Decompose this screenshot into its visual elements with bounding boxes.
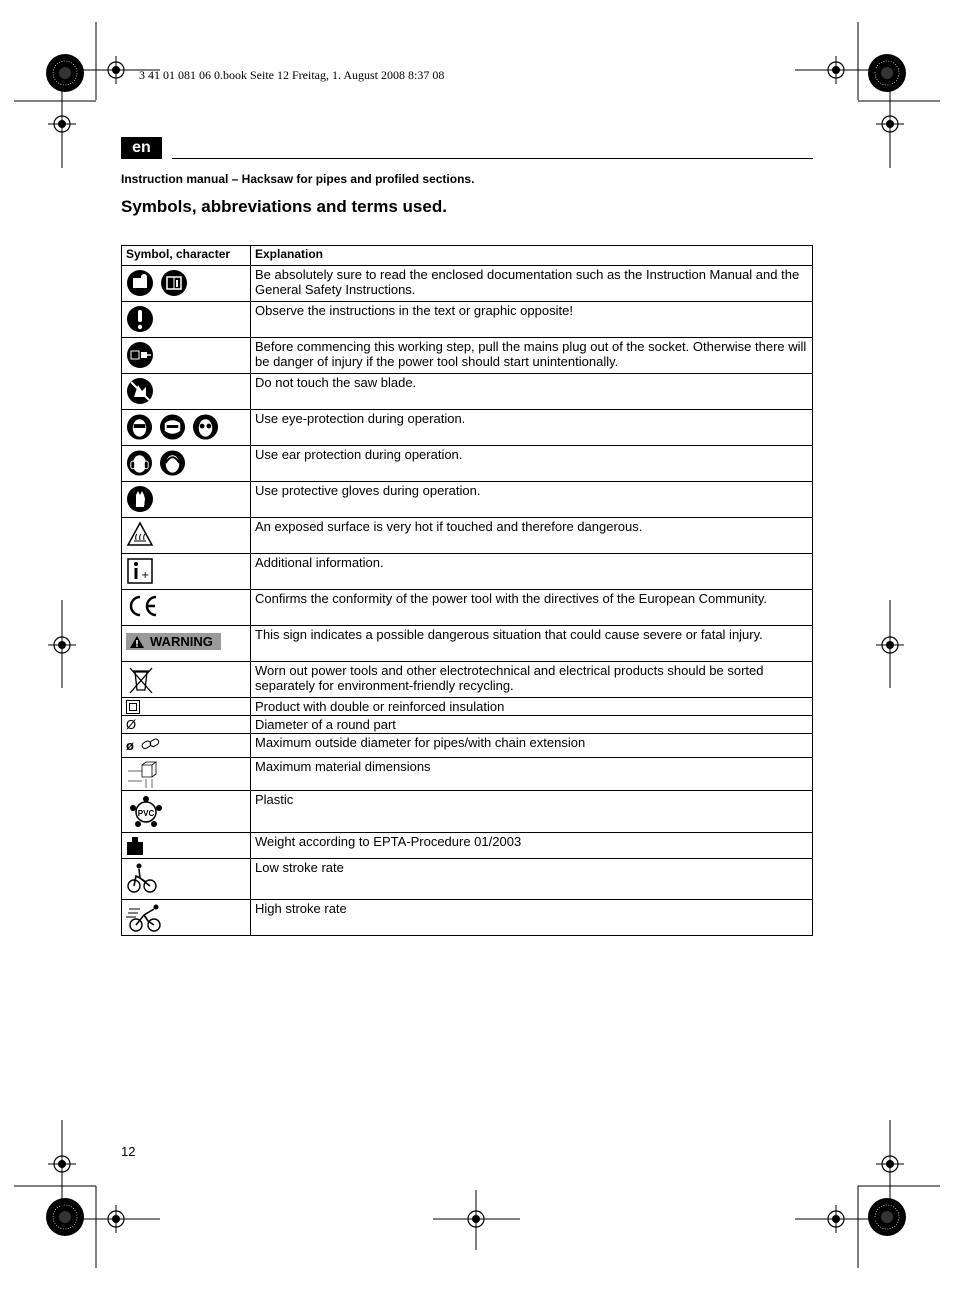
explanation-cell: Use ear protection during operation. — [251, 446, 813, 482]
gloves-icon — [126, 485, 154, 513]
safety-glasses-icon — [192, 413, 219, 441]
table-row — [122, 590, 813, 626]
explanation-cell: Maximum outside diameter for pipes/with chain extension — [251, 734, 813, 758]
explanation-cell: Low stroke rate — [251, 859, 813, 900]
ce-mark-icon — [126, 593, 160, 619]
header-rule — [172, 158, 813, 159]
symbol-cell — [122, 554, 251, 590]
table-row — [122, 662, 813, 698]
symbol-cell — [122, 482, 251, 518]
pvc-label: PVC — [137, 809, 155, 818]
symbols-table — [121, 245, 813, 936]
explanation-cell: Be absolutely sure to read the enclosed documentation such as the Instruction Manual and the General Safety Instructions. — [251, 266, 813, 302]
fast-bicycle-icon — [126, 903, 164, 933]
material-dimensions-icon — [126, 761, 158, 789]
explanation-cell: Use protective gloves during operation. — [251, 482, 813, 518]
hot-surface-icon — [126, 521, 154, 547]
symbol-cell — [122, 698, 251, 716]
read-manual-icon — [126, 269, 154, 297]
symbol-cell — [122, 734, 251, 758]
table-row — [122, 518, 813, 554]
svg-text:+: + — [141, 570, 150, 581]
symbol-cell — [122, 338, 251, 374]
table-row — [122, 302, 813, 338]
symbol-cell — [122, 266, 251, 302]
table-header-row — [122, 246, 813, 266]
explanation-cell: Diameter of a round part — [251, 716, 813, 734]
explanation-cell: Confirms the conformity of the power tool with the directives of the European Community. — [251, 590, 813, 626]
symbol-cell — [122, 900, 251, 936]
explanation-cell: Additional information. — [251, 554, 813, 590]
section-title: Symbols, abbreviations and terms used. — [121, 197, 447, 216]
table-row — [122, 859, 813, 900]
column-header-symbol: Symbol, character — [122, 246, 251, 266]
symbol-cell — [122, 410, 251, 446]
symbol-cell — [122, 446, 251, 482]
symbol-cell — [122, 859, 251, 900]
symbol-cell — [122, 302, 251, 338]
explanation-cell: Use eye-protection during operation. — [251, 410, 813, 446]
explanation-cell: This sign indicates a possible dangerous situation that could cause severe or fatal injury. — [251, 626, 813, 662]
no-touch-blade-icon — [126, 377, 154, 405]
double-insulation-icon — [126, 700, 140, 714]
goggles-icon — [126, 413, 153, 441]
table-row — [122, 626, 813, 662]
explanation-cell: Before commencing this working step, pull the mains plug out of the socket. Otherwise there will be danger of injury if the power tool should start unintentionally. — [251, 338, 813, 374]
symbol-cell — [122, 833, 251, 859]
slow-bicycle-icon — [126, 862, 158, 894]
manual-title: Instruction manual – Hacksaw for pipes and profiled sections. — [121, 172, 475, 186]
info-icon — [126, 557, 154, 585]
face-shield-icon — [159, 413, 186, 441]
table-row — [122, 410, 813, 446]
diameter-symbol: Ø — [126, 717, 137, 732]
explanation-cell: Product with double or reinforced insulation — [251, 698, 813, 716]
explanation-cell: Worn out power tools and other electrotechnical and electrical products should be sorted separately for environment-friendly recycling. — [251, 662, 813, 698]
table-row — [122, 791, 813, 833]
table-row — [122, 266, 813, 302]
table-row — [122, 374, 813, 410]
table-row — [122, 716, 813, 734]
weight-icon — [126, 836, 144, 856]
manual-info-icon — [160, 269, 188, 297]
table-row — [122, 446, 813, 482]
warning-triangle-icon — [129, 635, 145, 649]
explanation-cell: Weight according to EPTA-Procedure 01/2003 — [251, 833, 813, 859]
symbol-cell — [122, 590, 251, 626]
warning-label-text: WARNING — [150, 634, 213, 649]
explanation-cell: Observe the instructions in the text or graphic opposite! — [251, 302, 813, 338]
symbol-cell — [122, 626, 251, 662]
table-row — [122, 833, 813, 859]
symbol-cell — [122, 518, 251, 554]
explanation-cell: High stroke rate — [251, 900, 813, 936]
page-number: 12 — [121, 1144, 136, 1159]
ear-plugs-icon — [159, 449, 186, 477]
explanation-cell: An exposed surface is very hot if touched and therefore dangerous. — [251, 518, 813, 554]
table-row — [122, 698, 813, 716]
symbol-cell — [122, 758, 251, 791]
warning-label — [126, 633, 221, 650]
symbol-cell — [122, 791, 251, 833]
column-header-explanation: Explanation — [251, 246, 813, 266]
print-info: 3 41 01 081 06 0.book Seite 12 Freitag, 1. August 2008 8:37 08 — [139, 68, 445, 82]
symbol-cell — [122, 374, 251, 410]
table-row — [122, 554, 813, 590]
language-badge: en — [121, 137, 162, 159]
symbol-cell — [122, 662, 251, 698]
exclamation-icon — [126, 305, 154, 333]
crossed-bin-icon — [126, 665, 156, 695]
explanation-cell: Maximum material dimensions — [251, 758, 813, 791]
table-row — [122, 482, 813, 518]
chain-icon — [140, 737, 162, 753]
explanation-cell: Do not touch the saw blade. — [251, 374, 813, 410]
explanation-cell: Plastic — [251, 791, 813, 833]
unplug-icon — [126, 341, 154, 369]
ear-muffs-icon — [126, 449, 153, 477]
table-row — [122, 758, 813, 791]
symbol-cell — [122, 716, 251, 734]
small-diameter-symbol: ø — [126, 737, 134, 753]
table-row — [122, 900, 813, 936]
table-row — [122, 734, 813, 758]
table-row — [122, 338, 813, 374]
